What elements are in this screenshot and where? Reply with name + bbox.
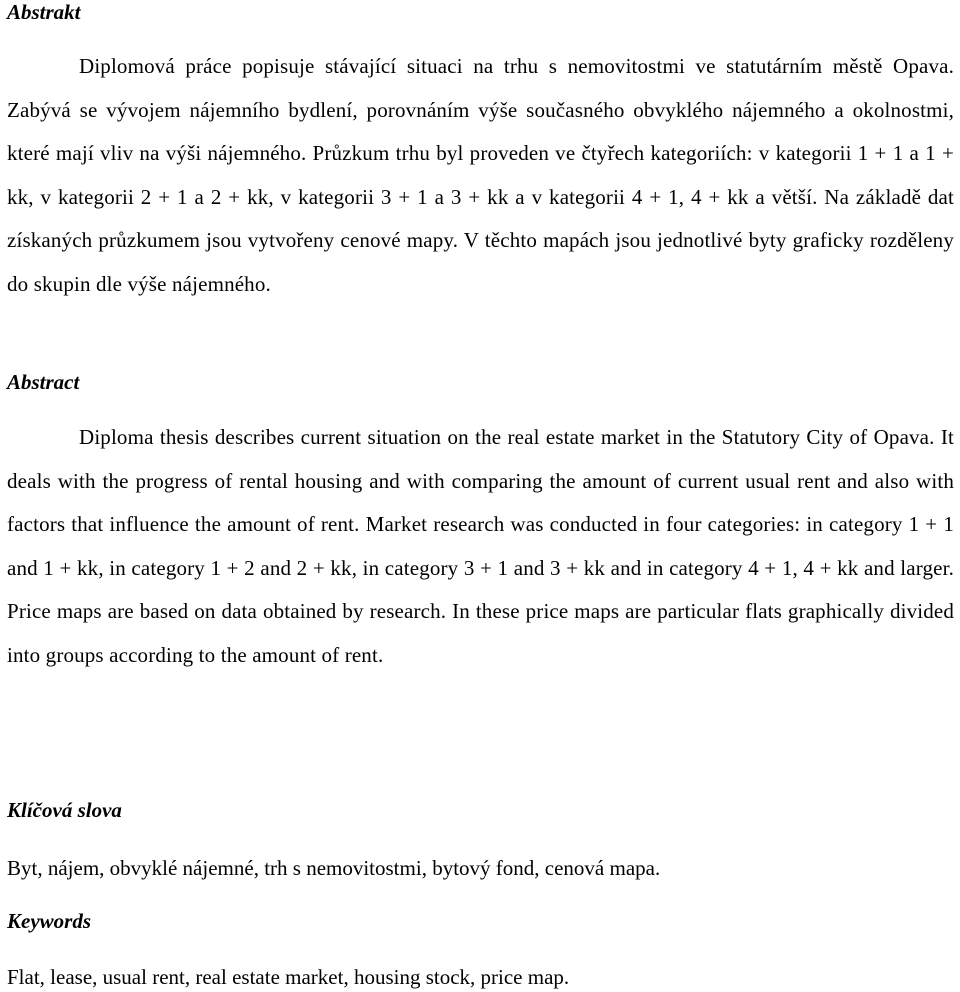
keywords-heading: Keywords [7,909,91,933]
klicova-slova-heading: Klíčová slova [7,798,122,822]
abstract-heading: Abstract [7,370,80,394]
klicova-slova-text: Byt, nájem, obvyklé nájemné, trh s nemovitostmi, bytový fond, cenová mapa. [7,856,661,880]
abstract-paragraph: Diploma thesis describes current situation on the real estate market in the Statutory City of Opava. It deals with the progress of rental housing and with comparing the amount of current usual rent and also with factors that influence the amount of rent. Market research was conducted in four categories: in category 1 + 1 and 1 + kk, in category 1 + 2 and 2 + kk, in category 3 + 1 and 3 + kk and in category 4 + 1, 4 + kk and larger. Price maps are based on data obtained by research. In these price maps are particular flats graphically divided into groups according to the amount of rent. [7,425,954,667]
abstrakt-heading: Abstrakt [7,0,81,24]
abstrakt-paragraph: Diplomová práce popisuje stávající situaci na trhu s nemovitostmi ve statutárním městě Opava. Zabývá se vývojem nájemního bydlení, porovnáním výše současného obvyklého nájemného a okolnostmi, které mají vliv na výši nájemného. Průzkum trhu byl proveden ve čtyřech kategoriích: v kategorii 1 + 1 a 1 + kk, v kategorii 2 + 1 a 2 + kk, v kategorii 3 + 1 a 3 + kk a v kategorii 4 + 1, 4 + kk a větší. Na základě dat získaných průzkumem jsou vytvořeny cenové mapy. V těchto mapách jsou jednotlivé byty graficky rozděleny do skupin dle výše nájemného. [7,54,954,296]
keywords-text: Flat, lease, usual rent, real estate market, housing stock, price map. [7,965,570,989]
